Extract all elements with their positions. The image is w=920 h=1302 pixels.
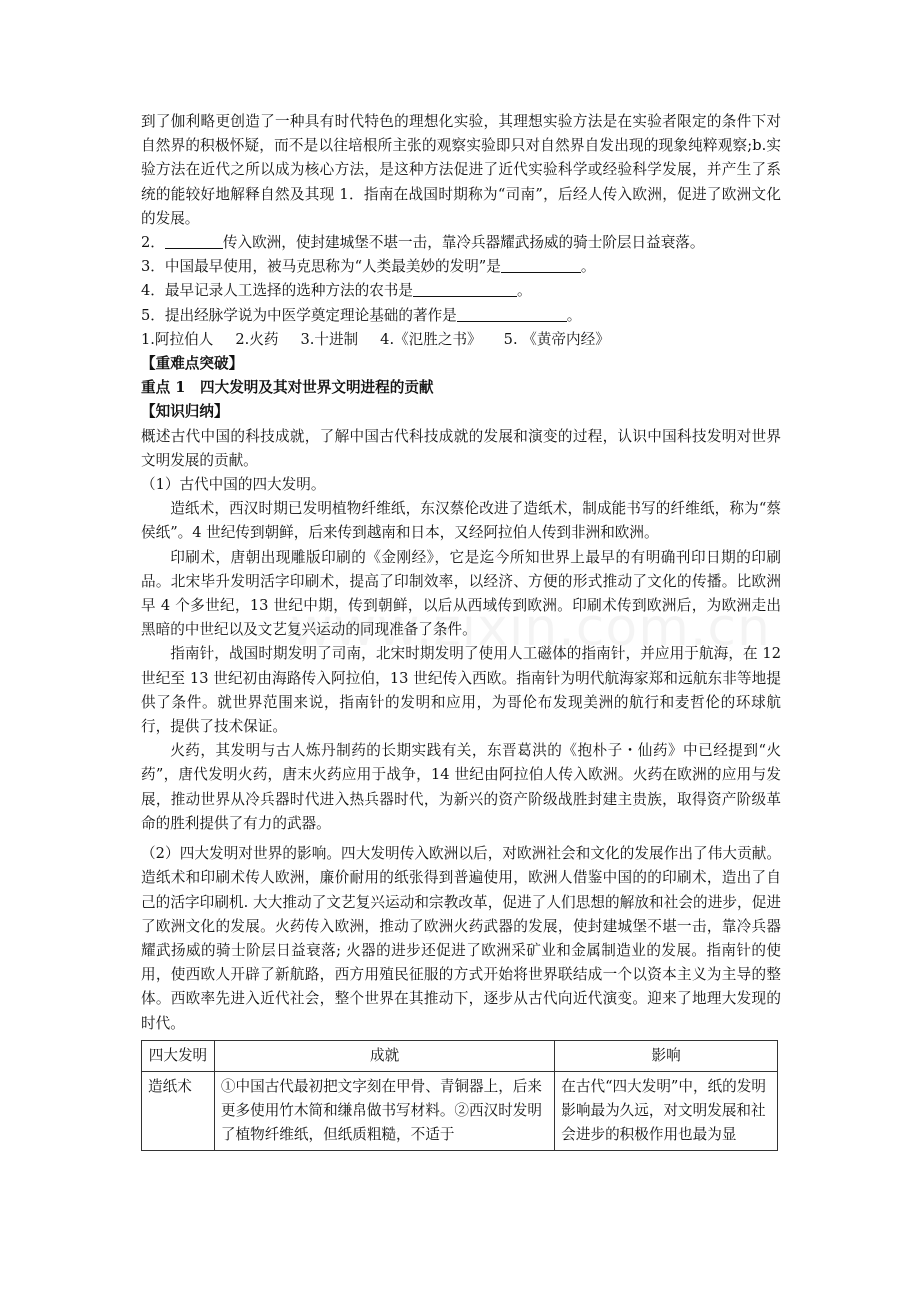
answer-blank[interactable] [413, 280, 517, 297]
paragraph-gunpowder: 火药，其发明与古人炼丹制药的长期实践有关，东晋葛洪的《抱朴子・仙药》中已经提到“火药”，唐代发明火药，唐末火药应用于战争，14 世纪由阿拉伯人传入欧洲。火药在欧洲的应用与发展，推动世界从冷兵器时代进入热兵器时代，为新兴的资产阶级战胜封建主贵族，取得资产阶级革命的胜利提供了有力的武器。 [141, 742, 781, 832]
paragraph-printing: 印刷术，唐朝出现雕版印刷的《金刚经》，它是迄今所知世界上最早的有明确刊印日期的印刷品。北宋毕升发明活字印刷术，提高了印制效率，以经济、方便的形式推动了文化的传播。比欧洲早 4 个多世纪，13 世纪中期，传到朝鲜，以后从西域传到欧洲。印刷术传到欧洲后，为欧洲走出黑暗的中世纪以及文艺复兴运动的同现准备了条件。 [141, 548, 781, 639]
answer-item: 1.阿拉伯人 [141, 330, 214, 348]
answer-item: 5. 《黄帝内经》 [503, 330, 610, 348]
overview-paragraph: 概述古代中国的科技成就，了解中国古代科技成就的发展和演变的过程，认识中国科技发明对世界文明发展的贡献。 [141, 427, 781, 469]
answer-item: 4.《氾胜之书》 [380, 330, 482, 348]
table-cell-achievement: ①中国古代最初把文字刻在甲骨、青铜器上，后来更多使用竹木简和缣帛做书写材料。②西汉时发明了植物纤维纸，但纸质粗糙，不适于 [214, 1071, 554, 1150]
table-cell-influence: 在古代“四大发明”中，纸的发明影响最为久远，对文明发展和社会进步的积极作用也最为显 [555, 1071, 778, 1150]
answer-blank[interactable] [457, 305, 567, 322]
table-header-cell: 成就 [214, 1040, 554, 1071]
table-row [142, 1071, 778, 1150]
answer-item: 3.十进制 [300, 330, 359, 348]
table-cell-name: 造纸术 [142, 1071, 215, 1150]
question-4: 4．最早记录人工选择的选种方法的农书是 。 [141, 282, 532, 300]
question-2: 2． 传入欧洲，使封建城堡不堪一击，靠冷兵器耀武扬威的骑士阶层日益衰落。 [141, 234, 705, 252]
inventions-table [141, 1040, 778, 1151]
paragraph-compass: 指南针，战国时期发明了司南，北宋时期发明了使用人工磁体的指南针，并应用于航海，在 12 世纪至 13 世纪初由海路传入阿拉伯，13 世纪传入西欧。指南针为明代航海家郑和远航东非等地提供了条件。就世界范围来说，指南针的发明和应用，为哥伦布发现美洲的航行和麦哲伦的环球航行，提供了技术保证。 [141, 645, 781, 736]
table-header-cell: 影响 [555, 1040, 778, 1071]
question-5: 5．提出经脉学说为中医学奠定理论基础的著作是 。 [141, 306, 582, 324]
paragraph-paper: 造纸术，西汉时期已发明植物纤维纸，东汉蔡伦改进了造纸术，制成能书写的纤维纸，称为“蔡侯纸”。4 世纪传到朝鲜，后来传到越南和日本，又经阿拉伯人传到非洲和欧洲。 [141, 500, 781, 542]
answer-item: 2.火药 [235, 330, 279, 348]
key-point-heading: 重点 1 四大发明及其对世界文明进程的贡献 [141, 379, 434, 397]
answer-blank[interactable] [165, 232, 223, 249]
influence-paragraph: （2）四大发明对世界的影响。四大发明传入欧洲以后，对欧洲社会和文化的发展作出了伟大贡献。造纸术和印刷术传人欧洲，廉价耐用的纸张得到普遍使用，欧洲人借鉴中国的的印刷术，造出了自己的活字印刷机. 大大推动了文艺复兴运动和宗教改革，促进了人们思想的解放和社会的进步，促进了欧洲文化的发展。火药传入欧洲，推动了欧洲火药武器的发展，使封建城堡不堪一击，靠冷兵器耀武扬威的骑士阶层日益衰落; 火器的进步还促进了欧洲采矿业和金属制造业的发展。指南针的使用，使西欧人开辟了新航路，西方用殖民征服的方式开始将世界联结成一个以资本主义为主导的整体。西欧率先进入近代社会，整个世界在其推动下，逐步从古代向近代演变。迎来了地理大发现的时代。 [141, 845, 781, 1032]
document-body [141, 110, 781, 1151]
knowledge-heading: 【知识归纳】 [141, 403, 229, 421]
question-3: 3．中国最早使用，被马克思称为“人类最美妙的发明”是 。 [141, 258, 596, 276]
table-header-row [142, 1040, 778, 1071]
subsection-title: （1）古代中国的四大发明。 [141, 476, 326, 494]
section-heading: 【重难点突破】 [141, 355, 244, 373]
intro-paragraph: 到了伽利略更创造了一种具有时代特色的理想化实验，其理想实验方法是在实验者限定的条件下对自然界的积极怀疑，而不是以往培根所主张的观察实验即只对自然界自发出现的现象纯粹观察;b.实验方法在近代之所以成为核心方法，是这种方法促进了近代实验科学或经验科学发展，并产生了系统的能较好地解释自然及其现 1．指南在战国时期称为“司南”，后经人传入欧洲，促进了欧洲文化的发展。 [141, 113, 781, 227]
answer-key [141, 328, 781, 352]
table-header-cell: 四大发明 [142, 1040, 215, 1071]
answer-blank[interactable] [501, 256, 581, 273]
